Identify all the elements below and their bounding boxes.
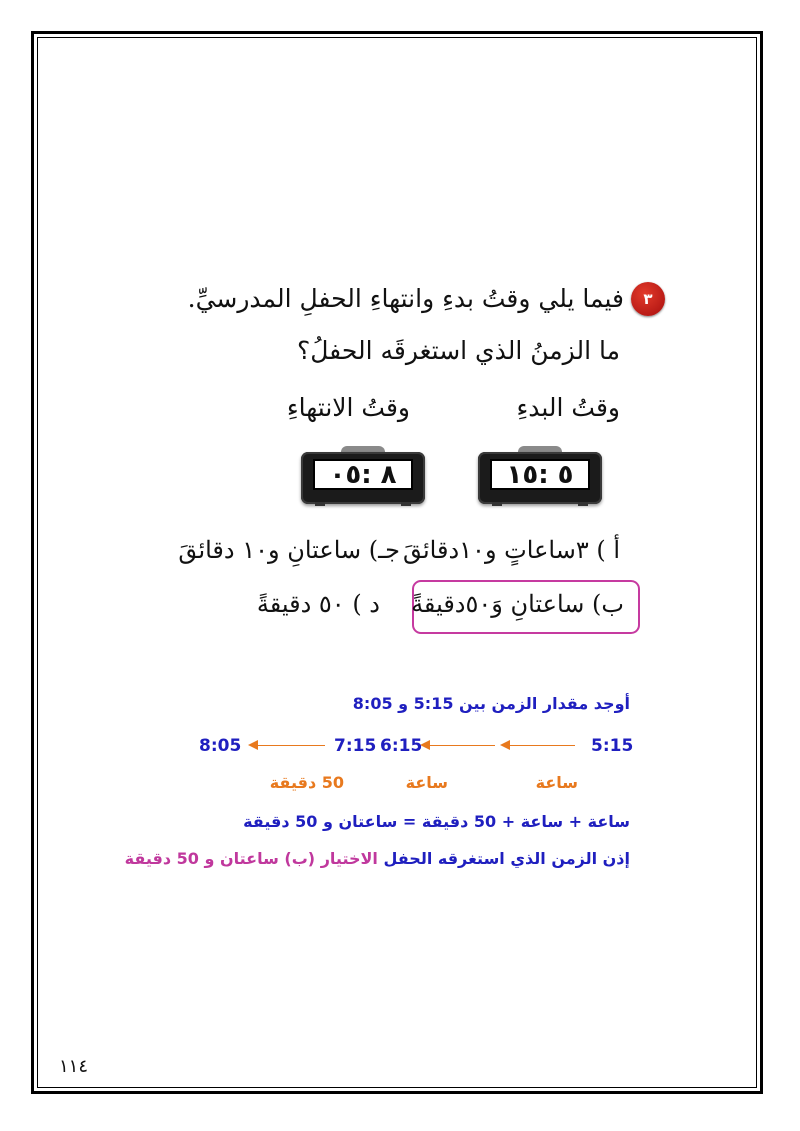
solution-prompt: أوجد مقدار الزمن بين 5:15 و 8:05 xyxy=(352,694,630,713)
page-number: ١١٤ xyxy=(59,1056,89,1077)
question-line-1: فيما يلي وقتُ بدءِ وانتهاءِ الحفلِ المدرسيِّ. xyxy=(187,284,624,313)
question-number-badge: ٣ xyxy=(631,282,665,316)
option-a[interactable]: أ ) ٣ساعاتٍ و١٠دقائقَ xyxy=(402,536,620,564)
start-time-label: وقتُ البدءِ xyxy=(516,393,620,422)
timeline-arrow xyxy=(505,745,575,746)
clock-foot xyxy=(401,502,411,506)
timeline-arrow-head xyxy=(248,740,258,750)
start-clock xyxy=(478,446,602,504)
solution-sum: ساعة + ساعة + 50 دقيقة = ساعتان و 50 دقيقة xyxy=(243,812,630,831)
option-d[interactable]: د ) ٥٠ دقيقةً xyxy=(256,590,380,618)
conclusion-answer: الاختيار (ب) ساعتان و 50 دقيقة xyxy=(124,849,378,868)
end-clock-display: ٨ :٠٥ xyxy=(313,459,413,490)
timeline-time-7-15: 7:15 xyxy=(334,736,377,756)
timeline-arrow xyxy=(425,745,495,746)
clock-foot xyxy=(492,502,502,506)
end-time-label: وقتُ الانتهاءِ xyxy=(286,393,410,422)
option-b[interactable]: ب) ساعتانِ وَ٥٠دقيقةً xyxy=(411,590,624,618)
timeline-segment-3: 50 دقيقة xyxy=(269,773,344,792)
question-line-2: ما الزمنُ الذي استغرقَه الحفلُ؟ xyxy=(296,336,620,365)
clock-foot xyxy=(315,502,325,506)
timeline-time-6-15: 6:15 xyxy=(380,736,423,756)
timeline-arrow xyxy=(253,745,325,746)
timeline-arrow-head xyxy=(500,740,510,750)
timeline-segment-1: ساعة xyxy=(535,773,578,792)
solution-conclusion xyxy=(125,849,630,868)
conclusion-start: إذن الزمن الذي استغرقه الحفل xyxy=(383,849,630,868)
timeline-time-5-15: 5:15 xyxy=(591,736,634,756)
timeline-segment-2: ساعة xyxy=(405,773,448,792)
timeline-time-8-05: 8:05 xyxy=(199,736,242,756)
option-c[interactable]: جـ) ساعتانِ و١٠ دقائقَ xyxy=(178,536,400,564)
start-clock-display: ٥ :١٥ xyxy=(490,459,590,490)
clock-foot xyxy=(578,502,588,506)
end-clock xyxy=(301,446,425,504)
